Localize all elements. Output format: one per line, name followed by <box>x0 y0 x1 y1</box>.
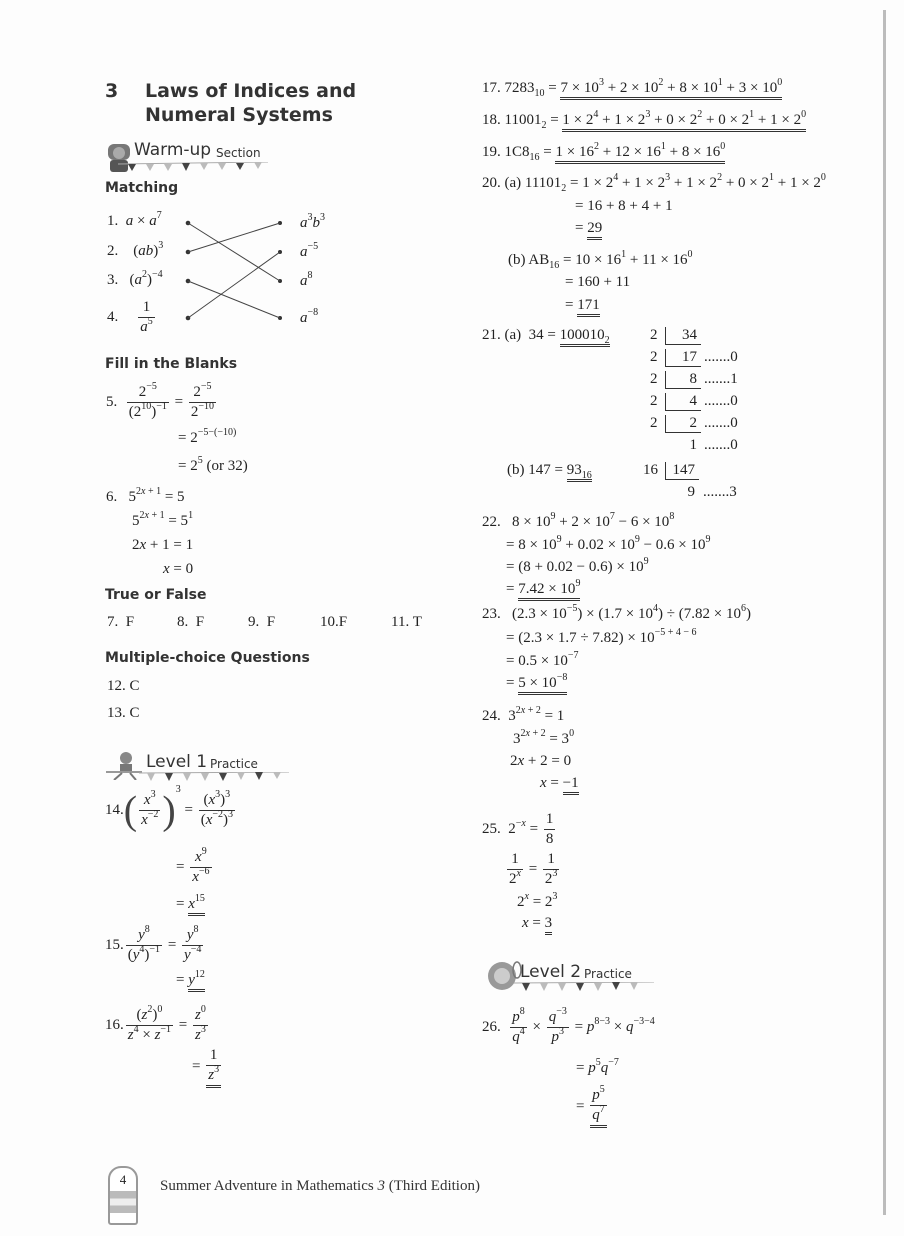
q19: 19. $1C8_{16} = 1 \times 16^2 + 12 \times 16^1 + 8 \times 16^0$ <box>482 141 726 163</box>
section-heading-mcq: Multiple-choice Questions <box>105 650 310 666</box>
tf-9: 9. F <box>248 614 276 630</box>
q23-line1: 23. $(2.3 \times 10^{-5}) \times (1.7 \times 10^4) \div (7.82 \times 10^6)$ <box>482 603 751 622</box>
q20b-line3: = 171 <box>565 297 600 314</box>
q24-line2: $3^{2x + 2} = 3^0$ <box>513 728 575 747</box>
q25-line2: $\frac{1}{2^x}$ = $\frac{1}{2^3}$ <box>509 851 558 887</box>
tf-8: 8. F <box>177 614 205 630</box>
q20a-line3: = 29 <box>575 220 602 237</box>
q21b-answer: (b) $147 = 93_{16}$ <box>507 462 592 481</box>
q6-line3: 2x + 1 = 1 <box>132 537 194 553</box>
q22-line2: = $8 \times 10^9 + 0.02 \times 10^9 - 0.6 \times 10^9$ <box>506 534 711 553</box>
q6-line2: $5^{2x + 1} = 5^1$ <box>132 510 194 529</box>
q16-line1: 16. $\frac{(z^2)^0}{z^4 \times z^{-1}}$ = $\frac{z^0}{z^3}$ <box>105 1004 206 1043</box>
section-heading-fill-blanks: Fill in the Blanks <box>105 356 238 372</box>
q22-line1: 22. $8 \times 10^9 + 2 \times 10^7 - 6 \times 10^8$ <box>482 511 675 530</box>
matching-lines <box>180 212 290 327</box>
q5-line1: 5. $\frac{2^{-5}}{(2^{10})^{-1}}$ = $\frac{2^{-5}}{2^{-10}}$ <box>106 381 214 420</box>
q14-line3: = $x^{15}$ <box>176 896 205 913</box>
bunting-flags-icon <box>514 982 654 992</box>
level2-sublabel: Practice <box>584 967 632 981</box>
q24-line4: x = −1 <box>540 775 579 792</box>
level2-banner <box>484 960 664 996</box>
q25-line3: $2^x = 2^3$ <box>517 891 558 910</box>
q5-line3: = $2^5$ (or 32) <box>178 455 248 474</box>
q23-line2: = $(2.3 \times 1.7 \div 7.82) \times 10^{-5 + 4 - 6}$ <box>506 627 697 646</box>
q20a-line1: 20. (a) $11101_2 = 1 \times 2^4 + 1 \times 2^3 + 1 \times 2^2 + 0 \times 2^1 + 1 \times 2^0$ <box>482 172 826 194</box>
chapter-title-line2: Numeral Systems <box>145 104 333 126</box>
match-left-3: 3. $(a^2)^{-4}$ <box>107 269 163 288</box>
bunting-flags-icon <box>139 772 289 782</box>
match-left-2: 2. (ab)$^3$ <box>107 240 164 259</box>
match-right-4: $a^{-8}$ <box>300 307 319 326</box>
q5-line2: = $2^{-5-(-10)}$ <box>178 427 237 446</box>
page-gutter-line <box>883 10 886 1215</box>
q25-line4: x = 3 <box>522 915 552 932</box>
q24-line3: 2x + 2 = 0 <box>510 753 572 769</box>
match-left-1: 1. $a \times a^7$ <box>107 210 162 229</box>
section-heading-matching: Matching <box>105 180 179 196</box>
q24-line1: 24. $3^{2x + 2} = 1$ <box>482 705 565 724</box>
q14-line2: = $\frac{x^9}{x^{-6}}$ <box>176 846 210 885</box>
mcq-13: 13. C <box>107 705 140 721</box>
q14-line1: 14.( $\frac{x^3}{x^{-2}}$ )$^3$ = $\frac{(x^3)^3}{(x^{-2})^3}$ <box>105 784 233 833</box>
warmup-label: Warm-up <box>134 140 212 160</box>
q25-line1: 25. $2^{-x}$ = $\frac{1}{8}$ <box>482 811 554 847</box>
tf-10: 10.F <box>320 614 348 630</box>
warmup-sublabel: Section <box>216 146 261 160</box>
match-left-4: 4. $\frac{1}{a^5}$ <box>107 299 153 335</box>
mcq-12: 12. C <box>107 678 140 694</box>
q20a-line2: = 16 + 8 + 4 + 1 <box>575 198 673 214</box>
mascot-runner-icon <box>104 750 144 780</box>
level1-label: Level 1 <box>146 752 208 772</box>
chapter-number: 3 <box>105 80 119 102</box>
footer-book-title: Summer Adventure in Mathematics 3 (Third Edition) <box>160 1178 480 1194</box>
match-right-2: $a^{-5}$ <box>300 241 319 260</box>
match-right-1: $a^3b^3$ <box>300 212 325 231</box>
q18: 18. $11001_2 = 1 \times 2^4 + 1 \times 2^3 + 0 \times 2^2 + 0 \times 2^1 + 1 \times 2^0$ <box>482 109 807 131</box>
q26-line1: 26. $\frac{p^8}{q^4}$ × $\frac{q^{-3}}{p^3}$ = $p^{8-3} \times q^{-3-4}$ <box>482 1006 655 1045</box>
q21a-answer: 21. (a) $34 = 100010_2$ <box>482 327 610 346</box>
q15-line1: 15. $\frac{y^8}{(y^4)^{-1}}$ = $\frac{y^8}{y^{-4}}$ <box>105 924 202 963</box>
level1-sublabel: Practice <box>210 757 258 771</box>
q21a-division-ladder: 2 34 2 17 .......0 2 8 .......1 2 4 .......0 2 2 .......0 1 .......0 <box>650 327 738 453</box>
q16-line2: = $\frac{1}{z^3}$ <box>192 1046 223 1088</box>
q20b-line2: = 160 + 11 <box>565 274 631 290</box>
q23-line4: = $5 \times 10^{-8}$ <box>506 675 567 692</box>
q26-line3: = $\frac{p^5}{q^7}$ <box>576 1086 609 1128</box>
tf-7: 7. F <box>107 614 135 630</box>
q6-line1: 6. $5^{2x + 1} = 5$ <box>106 486 185 505</box>
page-number-badge: 4 <box>108 1166 138 1225</box>
bunting-flags-icon <box>118 162 268 172</box>
q17: 17. $7283_{10} = 7 \times 10^3 + 2 \times 10^2 + 8 \times 10^1 + 3 \times 10^0$ <box>482 77 783 99</box>
q21b-division-ladder: 16 147 9 .......3 <box>643 462 737 500</box>
level2-label: Level 2 <box>520 962 582 982</box>
q20b-line1: (b) $AB_{16} = 10 \times 16^1 + 11 \times 16^0$ <box>508 249 693 271</box>
q15-line2: = $y^{12}$ <box>176 972 205 989</box>
q23-line3: = $0.5 \times 10^{-7}$ <box>506 650 579 669</box>
section-heading-true-false: True or False <box>105 587 207 603</box>
match-right-3: $a^8$ <box>300 270 313 289</box>
q22-line4: = $7.42 \times 10^9$ <box>506 581 580 598</box>
q6-line4: x = 0 <box>163 561 194 577</box>
q22-line3: = $(8 + 0.02 - 0.6) \times 10^9$ <box>506 556 649 575</box>
level1-banner <box>104 750 284 784</box>
q26-line2: = $p^5q^{-7}$ <box>576 1057 619 1076</box>
chapter-title-line1: Laws of Indices and <box>145 80 357 102</box>
tf-11: 11. T <box>391 614 422 630</box>
warmup-banner <box>104 138 274 178</box>
